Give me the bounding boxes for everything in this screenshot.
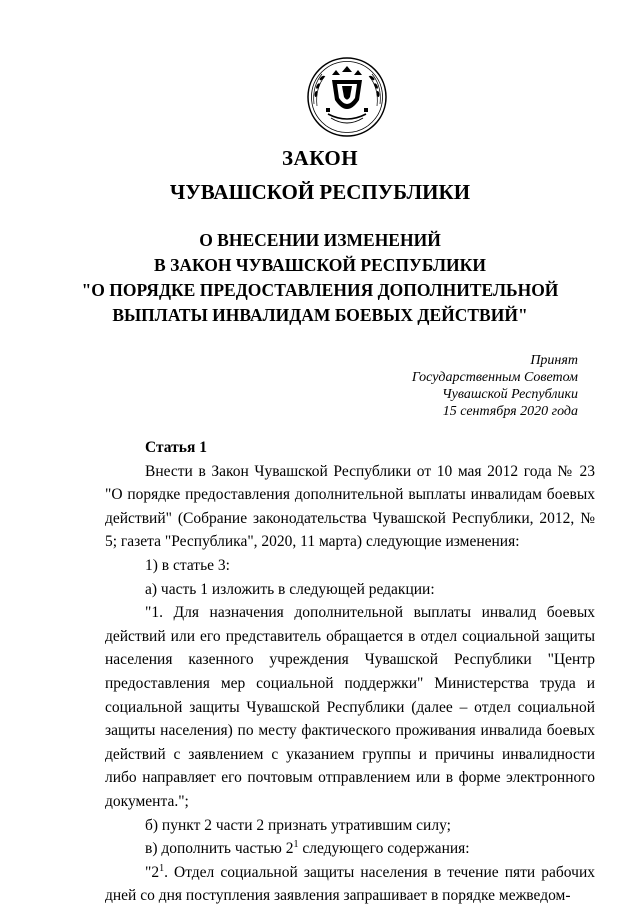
- adoption-line: Принят: [530, 353, 578, 368]
- text-fragment: в) дополнить частью 2: [145, 840, 294, 858]
- article-paragraph: [105, 861, 595, 908]
- article-body: [105, 436, 595, 908]
- subtitle-line: В ЗАКОН ЧУВАШСКОЙ РЕСПУБЛИКИ: [154, 255, 486, 275]
- superscript: 1: [293, 839, 299, 851]
- superscript: 1: [159, 862, 165, 874]
- chuvash-republic-emblem-icon: [306, 56, 388, 138]
- article-heading: Статья 1: [145, 439, 207, 456]
- adoption-line: Чувашской Республики: [442, 387, 578, 402]
- article-paragraph: 1) в статье 3:: [145, 556, 230, 574]
- article-paragraph: а) часть 1 изложить в следующей редакции:: [145, 580, 435, 598]
- document-title: ЗАКОН: [281, 146, 359, 170]
- adoption-line: Государственным Советом: [411, 370, 578, 385]
- document-title-republic: ЧУВАШСКОЙ РЕСПУБЛИКИ: [169, 180, 471, 204]
- article-paragraph: [105, 837, 595, 861]
- law-subtitle: [40, 228, 600, 328]
- article-paragraph: "1. Для назначения дополнительной выплаты инвалид боевых действий или его представитель обращается в отдел социальной защиты населения казенного учреждения Чувашской Республики "Центр предоставления мер социальной поддержки" Министерства труда и социальной защиты Чувашской Республики (далее – отдел социальной защиты населения) по месту фактического проживания инвалида боевых действий с заявлением с указанием группы и причины инвалидности либо направляет его почтовым отправлением или в форме электронного документа.";: [105, 604, 595, 810]
- subtitle-line: "О ПОРЯДКЕ ПРЕДОСТАВЛЕНИЯ ДОПОЛНИТЕЛЬНОЙ: [81, 280, 559, 300]
- subtitle-line: ВЫПЛАТЫ ИНВАЛИДАМ БОЕВЫХ ДЕЙСТВИЙ": [112, 305, 528, 325]
- adoption-date: 15 сентября 2020 года: [442, 404, 578, 419]
- subtitle-line: О ВНЕСЕНИИ ИЗМЕНЕНИЙ: [199, 230, 441, 250]
- text-fragment: "2: [145, 863, 160, 881]
- article-paragraph: б) пункт 2 части 2 признать утратившим силу;: [145, 816, 451, 834]
- article-paragraph: Внести в Закон Чувашской Республики от 10 мая 2012 года № 23 "О порядке предоставления дополнительной выплаты инвалидам боевых действий" (Собрание законодательства Чувашской Республики, 2012, № 5; газета "Республика", 2020, 11 марта) следующие изменения:: [105, 462, 595, 551]
- text-fragment: . Отдел социальной защиты населения в течение пяти рабочих дней со дня поступления заявления запрашивает в порядке межведом-: [105, 863, 595, 905]
- text-fragment: следующего содержания:: [298, 840, 470, 858]
- adoption-note: [400, 352, 578, 420]
